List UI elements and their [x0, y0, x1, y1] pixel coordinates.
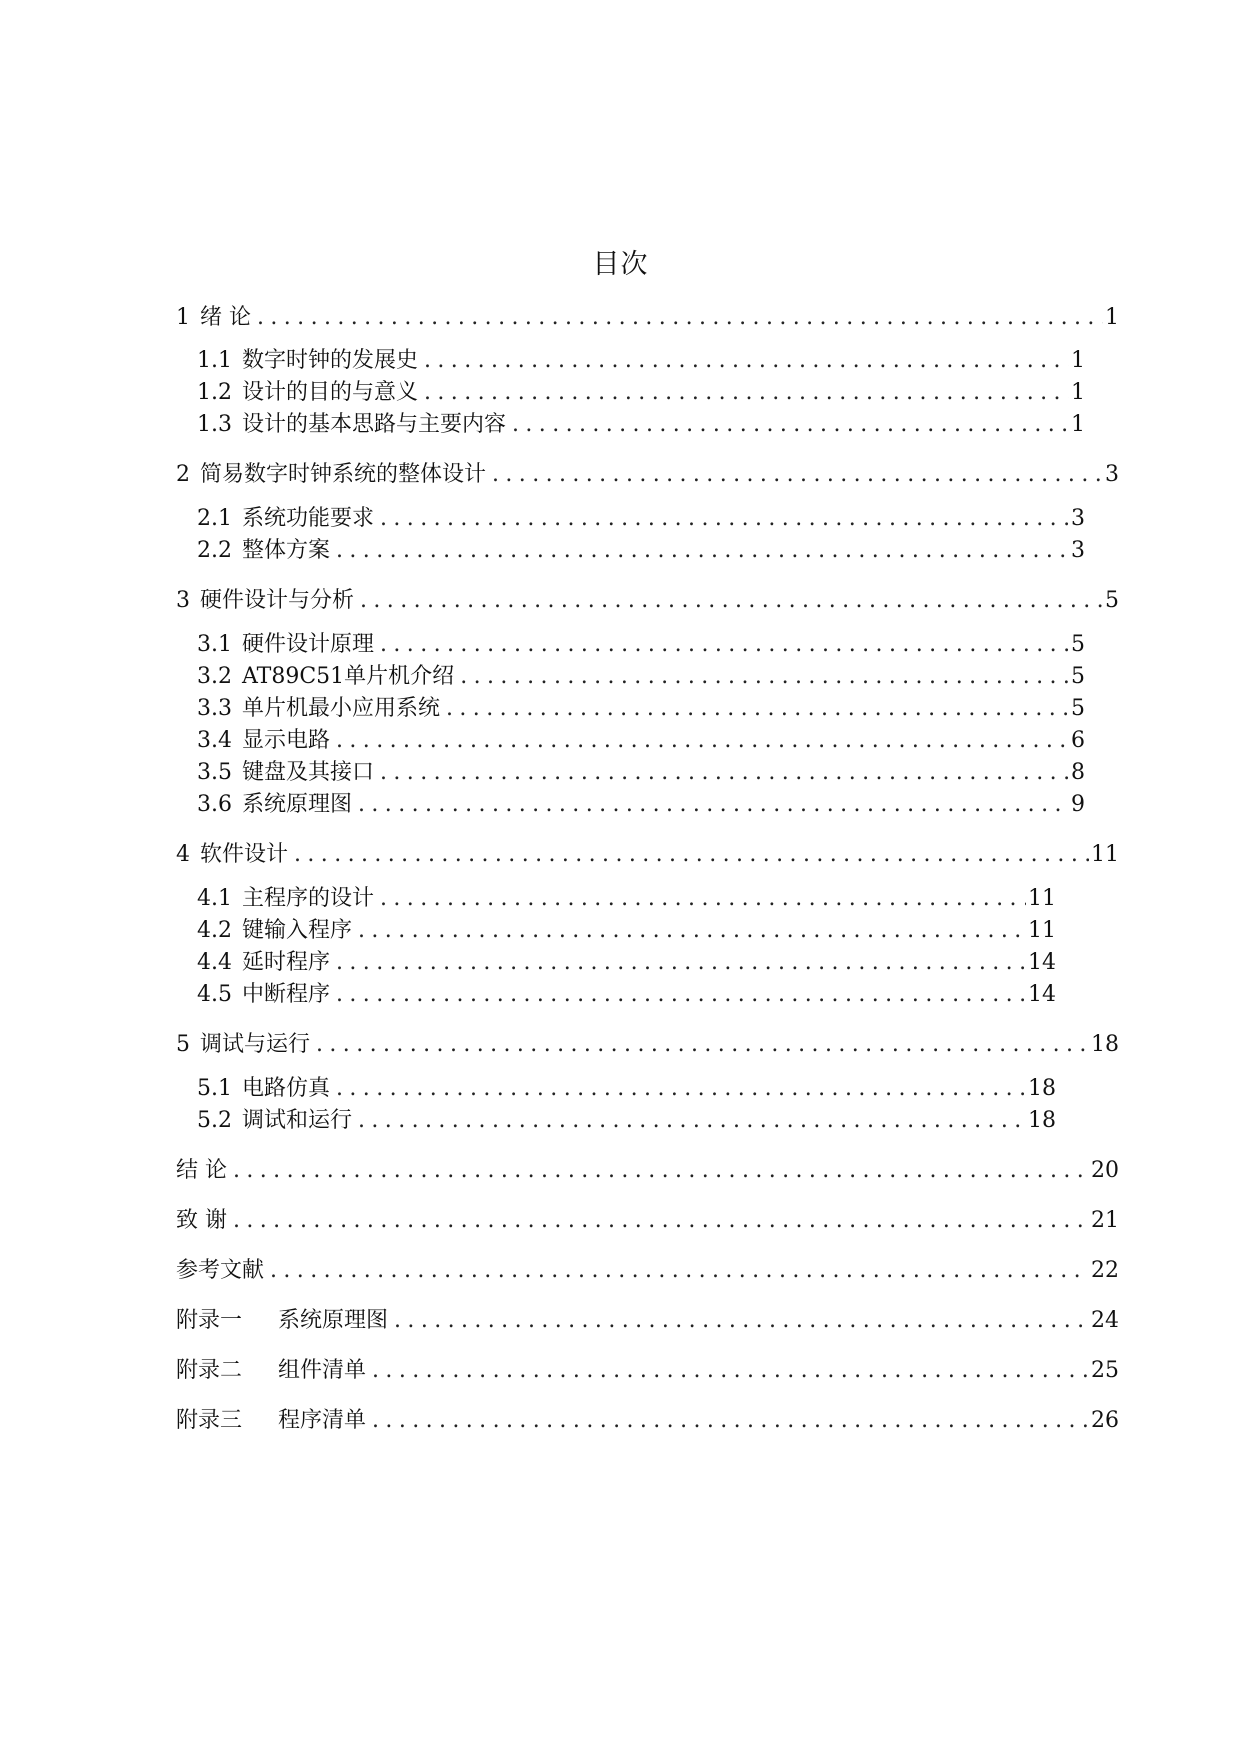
- toc-entry-1[interactable]: [176, 303, 1119, 333]
- toc-entry-appendix-1[interactable]: [176, 1306, 1119, 1336]
- toc-dot-leader: [394, 1306, 1089, 1336]
- toc-entry-number: 附录三: [176, 1408, 243, 1433]
- toc-entry-3-4[interactable]: [197, 726, 1085, 756]
- toc-entry-text: 系统原理图: [242, 792, 353, 817]
- toc-entry-page: 5: [1069, 662, 1085, 692]
- toc-entry-3-2[interactable]: [197, 662, 1085, 692]
- toc-entry-text: 程序清单: [278, 1408, 367, 1433]
- toc-entry-text: AT89C51单片机介绍: [242, 664, 455, 689]
- toc-entry-text: 中断程序: [242, 982, 331, 1007]
- toc-entry-text: 设计的基本思路与主要内容: [242, 412, 507, 437]
- toc-entry-page: 11: [1089, 840, 1119, 870]
- toc-entry-number: 1.1: [197, 348, 232, 373]
- toc-entry-5-2[interactable]: [197, 1106, 1056, 1136]
- toc-entry-number: 5.1: [197, 1076, 232, 1101]
- toc-entry-4[interactable]: [176, 840, 1119, 870]
- toc-entry-number: 4.5: [197, 982, 232, 1007]
- toc-entry-number: 附录一: [176, 1308, 243, 1333]
- toc-entry-5[interactable]: [176, 1030, 1119, 1060]
- toc-entry-label: [176, 1356, 372, 1386]
- toc-entry-page: 26: [1089, 1406, 1119, 1436]
- toc-dot-leader: [360, 586, 1103, 616]
- toc-entry-text: 延时程序: [242, 950, 331, 975]
- toc-entry-4-5[interactable]: [197, 980, 1056, 1010]
- toc-entry-2-2[interactable]: [197, 536, 1085, 566]
- toc-entry-text: 主程序的设计: [242, 886, 375, 911]
- toc-dot-leader: [270, 1256, 1089, 1286]
- toc-entry-5-1[interactable]: [197, 1074, 1056, 1104]
- toc-entry-number: 3: [176, 588, 190, 613]
- toc-dot-leader: [446, 694, 1069, 724]
- toc-entry-page: 5: [1069, 630, 1085, 660]
- toc-entry-number: 5: [176, 1032, 190, 1057]
- toc-entry-text: 结 论: [176, 1158, 227, 1183]
- toc-entry-3-3[interactable]: [197, 694, 1085, 724]
- toc-entry-number: 5.2: [197, 1108, 232, 1133]
- toc-entry-text: 系统功能要求: [242, 506, 375, 531]
- toc-entry-label: [197, 884, 380, 914]
- toc-entry-label: [176, 1030, 316, 1060]
- toc-entry-number: 3.5: [197, 760, 232, 785]
- toc-entry-page: 18: [1026, 1106, 1056, 1136]
- toc-dot-leader: [358, 1106, 1026, 1136]
- toc-dot-leader: [358, 916, 1026, 946]
- toc-entry-text: 电路仿真: [242, 1076, 331, 1101]
- toc-entry-page: 11: [1026, 884, 1056, 914]
- toc-entry-conclusion[interactable]: [176, 1156, 1119, 1186]
- toc-entry-page: 22: [1089, 1256, 1119, 1286]
- toc-dot-leader: [233, 1156, 1089, 1186]
- toc-entry-text: 调试和运行: [242, 1108, 353, 1133]
- toc-entry-number: 1.3: [197, 412, 232, 437]
- toc-entry-label: [197, 346, 424, 376]
- toc-entry-label: [176, 840, 294, 870]
- toc-dot-leader: [380, 630, 1069, 660]
- toc-entry-text: 参考文献: [176, 1258, 265, 1283]
- toc-entry-page: 3: [1069, 536, 1085, 566]
- toc-entry-3[interactable]: [176, 586, 1119, 616]
- toc-entry-label: [176, 1406, 372, 1436]
- toc-entry-number: 3.2: [197, 664, 232, 689]
- toc-title: 目次: [592, 249, 649, 280]
- toc-entry-text: 调试与运行: [200, 1032, 311, 1057]
- toc-entry-2[interactable]: [176, 460, 1119, 490]
- toc-entry-page: 1: [1069, 378, 1085, 408]
- toc-entry-page: 1: [1069, 410, 1085, 440]
- toc-dot-leader: [380, 884, 1026, 914]
- toc-entry-number: 3.6: [197, 792, 232, 817]
- toc-entry-page: 20: [1089, 1156, 1119, 1186]
- toc-dot-leader: [336, 536, 1069, 566]
- toc-entry-text: 单片机最小应用系统: [242, 696, 441, 721]
- toc-dot-leader: [512, 410, 1069, 440]
- toc-entry-label: [176, 1156, 233, 1186]
- toc-entry-number: 2.2: [197, 538, 232, 563]
- toc-entry-page: 18: [1026, 1074, 1056, 1104]
- toc-entry-1-1[interactable]: [197, 346, 1085, 376]
- toc-entry-page: 9: [1069, 790, 1085, 820]
- toc-entry-text: 系统原理图: [278, 1308, 389, 1333]
- toc-entry-3-1[interactable]: [197, 630, 1085, 660]
- toc-entry-number: 2: [176, 462, 190, 487]
- toc-entry-page: 5: [1103, 586, 1119, 616]
- toc-dot-leader: [358, 790, 1069, 820]
- toc-entry-text: 显示电路: [242, 728, 331, 753]
- toc-dot-leader: [424, 346, 1069, 376]
- toc-entry-label: [197, 1074, 336, 1104]
- toc-dot-leader: [372, 1406, 1089, 1436]
- toc-entry-label: [197, 726, 336, 756]
- toc-entry-text: 软件设计: [200, 842, 289, 867]
- toc-dot-leader: [316, 1030, 1089, 1060]
- toc-entry-4-1[interactable]: [197, 884, 1056, 914]
- toc-entry-label: [197, 980, 336, 1010]
- toc-entry-label: [197, 536, 336, 566]
- toc-entry-label: [176, 1256, 270, 1286]
- toc-entry-number: 3.1: [197, 632, 232, 657]
- toc-entry-number: 4: [176, 842, 190, 867]
- toc-entry-page: 3: [1103, 460, 1119, 490]
- toc-entry-text: 数字时钟的发展史: [242, 348, 419, 373]
- toc-entry-text: 硬件设计与分析: [200, 588, 355, 613]
- toc-dot-leader: [424, 378, 1069, 408]
- toc-entry-text: 硬件设计原理: [242, 632, 375, 657]
- toc-entry-label: [176, 586, 360, 616]
- toc-dot-leader: [460, 662, 1069, 692]
- toc-entry-text: 绪 论: [200, 305, 251, 330]
- toc-dot-leader: [336, 1074, 1026, 1104]
- toc-entry-label: [176, 303, 257, 333]
- toc-entry-page: 1: [1103, 303, 1119, 333]
- toc-entry-page: 24: [1089, 1306, 1119, 1336]
- toc-entry-number: 3.4: [197, 728, 232, 753]
- toc-entry-references[interactable]: [176, 1256, 1119, 1286]
- toc-entry-number: 4.2: [197, 918, 232, 943]
- toc-entry-page: 5: [1069, 694, 1085, 724]
- toc-entry-page: 3: [1069, 504, 1085, 534]
- toc-dot-leader: [336, 948, 1026, 978]
- toc-dot-leader: [380, 758, 1069, 788]
- toc-entry-appendix-3[interactable]: [176, 1406, 1119, 1436]
- toc-entry-text: 简易数字时钟系统的整体设计: [200, 462, 487, 487]
- toc-entry-label: [197, 504, 380, 534]
- toc-entry-2-1[interactable]: [197, 504, 1085, 534]
- toc-entry-page: 11: [1026, 916, 1056, 946]
- toc-entry-page: 21: [1089, 1206, 1119, 1236]
- toc-entry-label: [197, 378, 424, 408]
- toc-entry-page: 25: [1089, 1356, 1119, 1386]
- toc-entry-acknowledgements[interactable]: [176, 1206, 1119, 1236]
- toc-entry-label: [197, 410, 512, 440]
- toc-entry-label: [197, 758, 380, 788]
- toc-entry-3-6[interactable]: [197, 790, 1085, 820]
- toc-entry-text: 组件清单: [278, 1358, 367, 1383]
- toc-entry-text: 键盘及其接口: [242, 760, 375, 785]
- toc-entry-number: 2.1: [197, 506, 232, 531]
- toc-dot-leader: [336, 726, 1069, 756]
- toc-entry-3-5[interactable]: [197, 758, 1085, 788]
- toc-entry-1-3[interactable]: [197, 410, 1085, 440]
- toc-entry-label: [176, 1206, 233, 1236]
- toc-entry-label: [197, 790, 358, 820]
- toc-dot-leader: [257, 303, 1103, 333]
- toc-entry-number: 1: [176, 305, 190, 330]
- toc-dot-leader: [372, 1356, 1089, 1386]
- toc-dot-leader: [492, 460, 1103, 490]
- toc-entry-page: 6: [1069, 726, 1085, 756]
- toc-dot-leader: [336, 980, 1026, 1010]
- toc-dot-leader: [380, 504, 1069, 534]
- toc-entry-number: 4.1: [197, 886, 232, 911]
- toc-entry-page: 14: [1026, 948, 1056, 978]
- toc-entry-1-2[interactable]: [197, 378, 1085, 408]
- toc-entry-page: 18: [1089, 1030, 1119, 1060]
- toc-entry-text: 键输入程序: [242, 918, 353, 943]
- toc-entry-label: [197, 630, 380, 660]
- toc-entry-text: 设计的目的与意义: [242, 380, 419, 405]
- toc-entry-page: 14: [1026, 980, 1056, 1010]
- toc-entry-number: 1.2: [197, 380, 232, 405]
- toc-entry-label: [176, 1306, 394, 1336]
- toc-entry-appendix-2[interactable]: [176, 1356, 1119, 1386]
- toc-entry-number: 附录二: [176, 1358, 243, 1383]
- toc-entry-page: 8: [1069, 758, 1085, 788]
- toc-entry-number: 3.3: [197, 696, 232, 721]
- toc-dot-leader: [233, 1206, 1089, 1236]
- toc-entry-label: [197, 1106, 358, 1136]
- toc-entry-label: [197, 694, 446, 724]
- toc-entry-text: 整体方案: [242, 538, 331, 563]
- toc-entry-label: [197, 948, 336, 978]
- toc-entry-page: 1: [1069, 346, 1085, 376]
- toc-dot-leader: [294, 840, 1089, 870]
- toc-entry-4-2[interactable]: [197, 916, 1056, 946]
- toc-entry-label: [176, 460, 492, 490]
- toc-entry-4-4[interactable]: [197, 948, 1056, 978]
- toc-entry-label: [197, 916, 358, 946]
- toc-entry-number: 4.4: [197, 950, 232, 975]
- toc-entry-label: [197, 662, 460, 692]
- toc-entry-text: 致 谢: [176, 1208, 227, 1233]
